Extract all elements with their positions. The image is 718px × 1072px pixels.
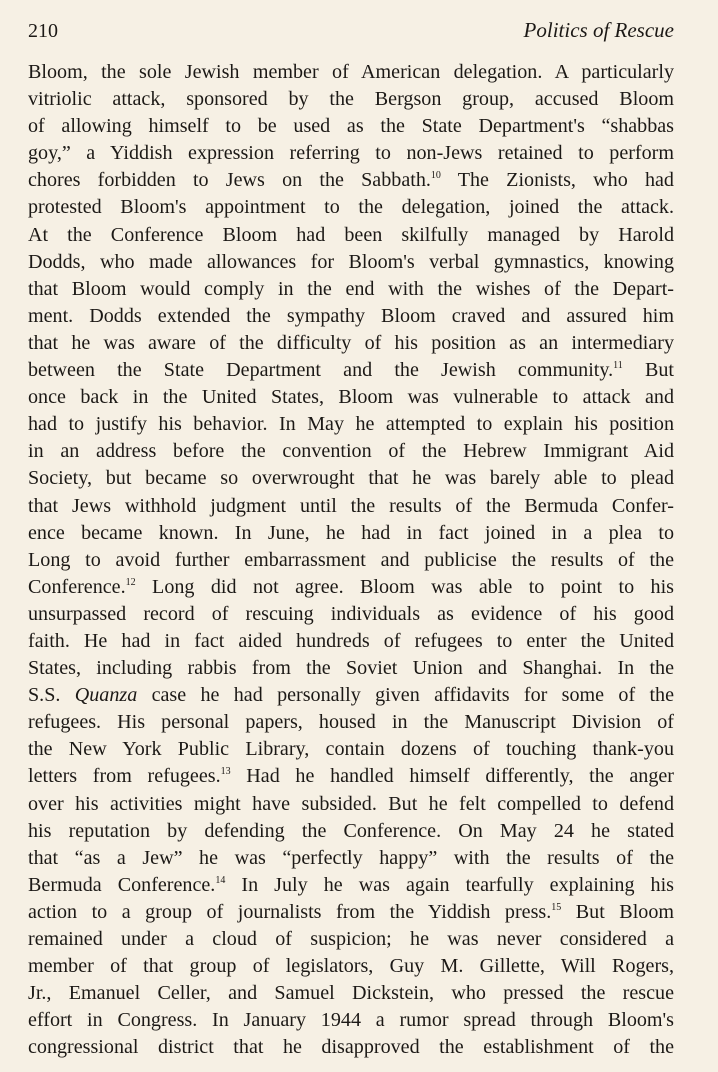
text-run: chores forbidden to Jews on the Sabbath.	[28, 169, 431, 192]
text-run: action to a group of journalists from the Yiddish press.	[28, 900, 552, 923]
text-line	[28, 899, 674, 926]
text-line	[28, 194, 674, 221]
text-run: In July he was again tearfully explaining his	[225, 873, 674, 896]
text-run: unsurpassed record of rescuing individuals as evidence of his good	[28, 602, 674, 625]
text-run: that Jews withhold judgment until the results of the Bermuda Confer-	[28, 494, 674, 517]
text-run: that “as a Jew” he was “perfectly happy” with the results of the	[28, 846, 674, 869]
text-line	[28, 303, 674, 330]
text-line	[28, 926, 674, 953]
text-line	[28, 86, 674, 113]
footnote-ref: 11	[613, 360, 623, 372]
text-run: remained under a cloud of suspicion; he was never considered a	[28, 928, 674, 950]
text-run: the New York Public Library, contain dozens of touching thank-you	[28, 738, 674, 761]
text-line	[28, 222, 674, 249]
text-line	[28, 384, 674, 411]
running-title: Politics of Rescue	[523, 18, 674, 42]
text-line	[28, 167, 674, 194]
page-number: 210	[28, 20, 58, 42]
text-run: that Bloom would comply in the end with the wishes of the Depart-	[28, 277, 674, 300]
text-run: refugees. His personal papers, housed in the Manuscript Division of	[28, 711, 674, 734]
text-run: S.S.	[28, 684, 75, 707]
text-run: Long did not agree. Bloom was able to point to his	[135, 575, 674, 598]
text-run: once back in the United States, Bloom was vulnerable to attack and	[28, 386, 674, 409]
text-run: member of that group of legislators, Guy M. Gillette, Will Rogers,	[28, 955, 674, 978]
text-run: effort in Congress. In January 1944 a rumor spread through Bloom's	[28, 1009, 674, 1032]
footnote-ref: 12	[125, 576, 136, 588]
text-line	[28, 330, 674, 357]
text-line	[28, 763, 674, 790]
text-line	[28, 465, 674, 492]
text-run: Bloom, the sole Jewish member of American delegation. A particularly	[28, 61, 674, 83]
text-run: of allowing himself to be used as the State Department's “shabbas	[28, 115, 674, 138]
text-line	[28, 140, 674, 167]
text-line	[28, 357, 674, 384]
text-run: Bermuda Conference.	[28, 873, 216, 896]
text-run: letters from refugees.	[28, 765, 221, 788]
text-run: over his activities might have subsided. But he felt compelled to defend	[28, 792, 674, 815]
text-run: Had he handled himself differently, the anger	[230, 765, 674, 788]
text-line	[28, 249, 674, 276]
text-line	[28, 59, 674, 86]
text-run: that he was aware of the difficulty of his position as an intermediary	[28, 331, 674, 354]
text-line	[28, 818, 674, 845]
text-run: his reputation by defending the Conference. On May 24 he stated	[28, 819, 674, 842]
text-run: Long to avoid further embarrassment and publicise the results of the	[28, 548, 674, 571]
text-run: faith. He had in fact aided hundreds of refugees to enter the United	[28, 629, 674, 652]
text-run: goy,” a Yiddish expression referring to non-Jews retained to perform	[28, 142, 674, 165]
text-run: But Bloom	[561, 900, 675, 923]
footnote-ref: 13	[220, 766, 231, 778]
text-run: protested Bloom's appointment to the delegation, joined the attack.	[28, 196, 674, 219]
text-line	[28, 574, 674, 601]
text-run: But	[622, 359, 674, 382]
text-line	[28, 845, 674, 872]
running-head	[28, 15, 674, 45]
text-line	[28, 547, 674, 574]
text-run: The Zionists, who had	[440, 169, 674, 192]
text-line	[28, 628, 674, 655]
text-line	[28, 438, 674, 465]
text-run: vitriolic attack, sponsored by the Bergson group, accused Bloom	[28, 88, 674, 111]
text-line	[28, 1034, 674, 1061]
text-run: Society, but became so overwrought that he was barely able to plead	[28, 467, 674, 490]
text-line	[28, 980, 674, 1007]
body-paragraph	[28, 59, 674, 1061]
text-run: Dodds, who made allowances for Bloom's verbal gymnastics, knowing	[28, 250, 674, 273]
text-line	[28, 791, 674, 818]
text-run: in an address before the convention of the Hebrew Immigrant Aid	[28, 440, 674, 463]
text-run: between the State Department and the Jewish community.	[28, 359, 614, 382]
text-line	[28, 276, 674, 303]
text-run: ment. Dodds extended the sympathy Bloom craved and assured him	[28, 304, 674, 327]
text-run: had to justify his behavior. In May he attempted to explain his position	[28, 413, 674, 436]
text-line	[28, 1007, 674, 1034]
text-line	[28, 520, 674, 547]
text-run: At the Conference Bloom had been skilfully managed by Harold	[28, 223, 674, 246]
text-run: case he had personally given affidavits for some of the	[137, 684, 674, 707]
text-run: Jr., Emanuel Celler, and Samuel Dickstein, who pressed the rescue	[28, 982, 674, 1005]
text-line	[28, 953, 674, 980]
footnote-ref: 10	[430, 170, 441, 182]
text-line	[28, 113, 674, 140]
text-line	[28, 709, 674, 736]
text-line	[28, 872, 674, 899]
text-line	[28, 601, 674, 628]
text-run: States, including rabbis from the Soviet Union and Shanghai. In the	[28, 657, 674, 680]
text-line	[28, 411, 674, 438]
text-line	[28, 493, 674, 520]
ship-name: Quanza	[74, 684, 138, 707]
text-line	[28, 736, 674, 763]
text-run: ence became known. In June, he had in fact joined in a plea to	[28, 521, 674, 544]
footnote-ref: 15	[551, 901, 562, 913]
text-line	[28, 682, 674, 709]
text-line	[28, 655, 674, 682]
footnote-ref: 14	[215, 874, 226, 886]
text-run: Conference.	[28, 575, 126, 598]
text-run: congressional district that he disapproved the establishment of the	[28, 1036, 674, 1059]
